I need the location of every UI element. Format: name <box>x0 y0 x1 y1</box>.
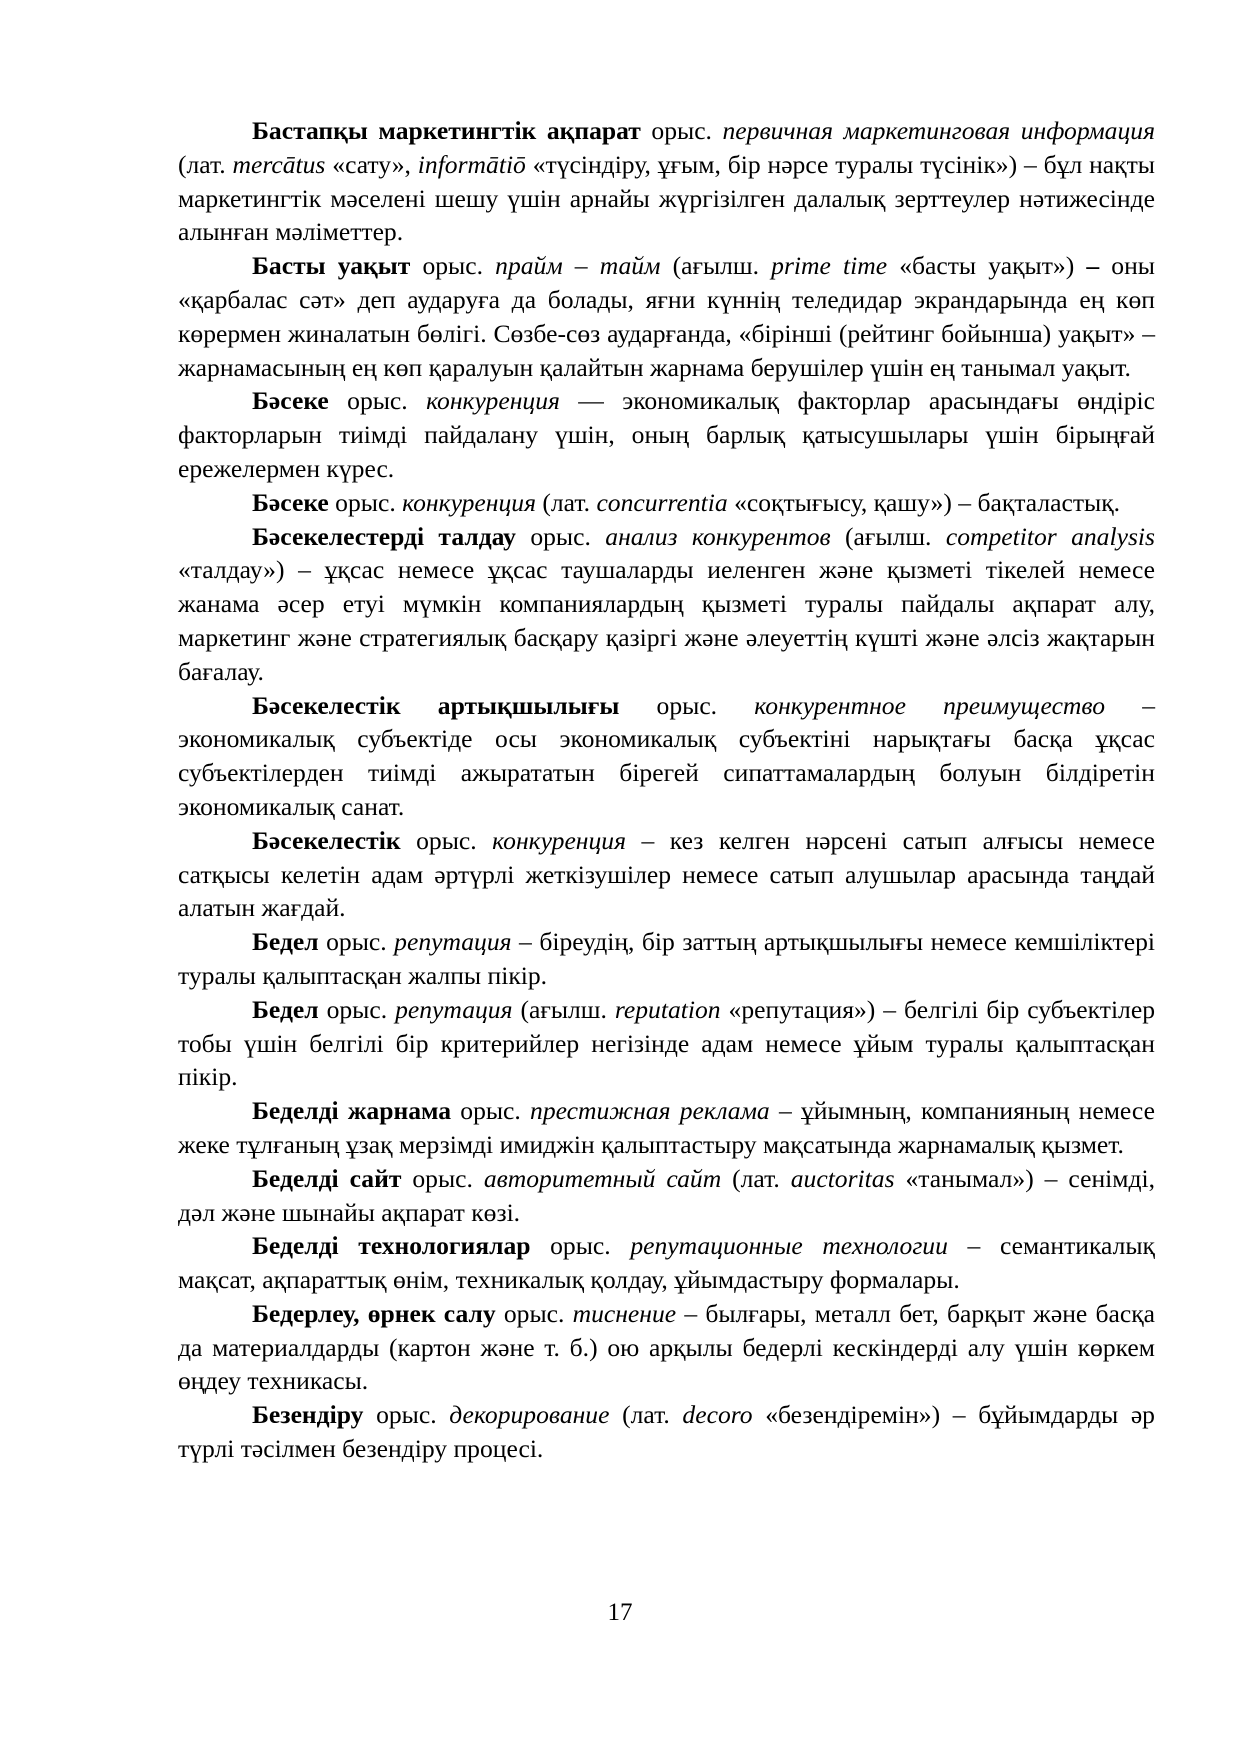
entry-text: орыс. <box>495 1298 573 1328</box>
entry-term: Бәсеке <box>252 487 329 517</box>
entry-translation: конкурентное преимущество <box>754 690 1105 720</box>
entry-text: орыс. <box>328 487 403 517</box>
entry-text: «сату», <box>325 149 418 179</box>
entry-text: орыс. <box>451 1096 531 1126</box>
entry-text: орыс. <box>410 251 496 281</box>
entry-text: (ағылш. <box>512 994 615 1024</box>
entry-term: Бәсекелестік <box>252 825 401 855</box>
entry-translation: concurrentia <box>596 487 728 517</box>
entry-text: орыс. <box>401 1163 484 1193</box>
entry-dash: – <box>1086 251 1100 281</box>
entry-text: орыс. <box>363 1400 450 1430</box>
entry-term: Бәсеке <box>252 386 329 416</box>
entry-text: – семантикалық мақсат, ақпараттық өнім, техникалық қолдау, ұйымдастыру формалары. <box>178 1231 1155 1295</box>
dictionary-entry <box>178 1229 1155 1297</box>
dictionary-entry <box>178 384 1155 485</box>
dictionary-entry <box>178 993 1155 1094</box>
entry-term: Бедел <box>252 994 319 1024</box>
entry-text: – біреудің, бір заттың артықшылығы немесе кемшіліктері туралы қалыптасқан жалпы пікір. <box>178 927 1155 990</box>
entry-term: Беделді сайт <box>252 1163 402 1193</box>
entry-translation: репутация <box>395 994 513 1024</box>
entry-text: орыс. <box>515 521 606 551</box>
entry-text: орыс. <box>318 927 395 957</box>
entry-text: «танымал») – сенімді, дәл және шынайы ақпарат көзі. <box>178 1163 1155 1227</box>
entry-text: «түсіндіру, ұғым, бір нәрсе туралы түсінік») – бұл нақты маркетингтік мәселені шешу үшін арнайы жүргізілген далалық зерттеулер нәтижесінде алынған мәліметтер. <box>178 149 1155 247</box>
dictionary-entry <box>178 1398 1155 1466</box>
dictionary-entry <box>178 824 1155 925</box>
entry-text: (ағылш. <box>830 521 946 551</box>
entry-translation: декорирование <box>449 1400 610 1430</box>
entry-text: орыс. <box>328 386 427 416</box>
entry-term: Бәсекелестерді талдау <box>252 521 516 551</box>
dictionary-entry <box>178 1094 1155 1162</box>
entry-translation: конкуренция <box>402 487 536 517</box>
entry-text: «басты уақыт») <box>887 251 1087 281</box>
entry-translation: тиснение <box>572 1298 677 1328</box>
entry-translation: informātiō <box>417 149 526 179</box>
entry-text: «репутация») – белгілі бір субъектілер тобы үшін белгілі бір критерийлер негізінде адам немесе ұйым туралы қалыптасқан пікір. <box>178 994 1155 1092</box>
entry-text: орыс. <box>530 1231 631 1261</box>
entry-text: орыс. <box>640 116 723 145</box>
entry-term: Беделді технологиялар <box>252 1231 531 1261</box>
entry-translation: прайм – тайм <box>495 251 661 281</box>
entry-translation: auctoritas <box>790 1163 895 1193</box>
entry-text: — экономикалық факторлар арасындағы өндіріс факторларын тиімді пайдалану үшін, оның барлық қатысушылары үшін бірыңғай ережелермен күрес. <box>178 386 1155 483</box>
entry-translation: конкуренция <box>426 386 560 416</box>
entry-translation: mercātus <box>232 149 326 179</box>
entry-term: Беделді жарнама <box>252 1096 452 1126</box>
entry-text: – экономикалық субъектіде осы экономикалық субъектіні нарықтағы басқа ұқсас субъектілерден тиімді ажырататын бірегей сипаттамалардың болуын білдіретін экономикалық санат. <box>178 690 1155 821</box>
entry-text: «талдау») – ұқсас немесе ұқсас таушаларды иеленген және қызметі тікелей немесе жанама әсер етуі мүмкін компаниялардың қызметі туралы пайдалы ақпарат алу, маркетинг және стратегиялық басқару қазіргі және әлеуеттің күшті және әлсіз жақтарын бағалау. <box>178 555 1155 686</box>
dictionary-entry <box>178 520 1155 689</box>
entry-term: Бедел <box>252 927 319 957</box>
document-page <box>178 114 1155 1466</box>
entry-text: (ағылш. <box>660 251 772 281</box>
entry-text: орыс. <box>619 690 755 720</box>
entry-translation: reputation <box>614 994 721 1024</box>
entry-translation: репутационные технологии <box>630 1231 948 1261</box>
entry-text: (лат. <box>535 487 597 517</box>
entry-text: «безендіремін») – бұйымдарды әр түрлі тәсілмен безендіру процесі. <box>178 1400 1155 1464</box>
entry-translation: престижная реклама <box>530 1096 770 1126</box>
entry-term: Басты уақыт <box>252 251 411 281</box>
entry-term: Бастапқы маркетингтік ақпарат <box>252 116 641 145</box>
entry-text: «соқтығысу, қашу») – бақталастық. <box>727 487 1121 517</box>
entry-translation: авторитетный сайт <box>483 1163 722 1193</box>
entry-text: (лат. <box>721 1163 791 1193</box>
entry-term: Бедерлеу, өрнек салу <box>252 1298 496 1328</box>
dictionary-entry <box>178 1297 1155 1398</box>
entry-text: – былғары, металл бет, барқыт және басқа да материалдарды (картон және т. б.) ою арқылы бедерлі кескіндерді алу үшін көркем өңдеу техникасы. <box>178 1298 1155 1396</box>
entry-text: орыс. <box>400 825 493 855</box>
entry-translation: конкуренция <box>492 825 626 855</box>
dictionary-entry <box>178 114 1155 249</box>
entry-translation: decoro <box>682 1400 753 1430</box>
page-number: 17 <box>607 1599 633 1626</box>
dictionary-entry <box>178 486 1155 520</box>
entry-text: оны «қарбалас сәт» деп аударуға да болады, яғни күннің теледидар экрандарында ең көп көрермен жиналатын бөлігі. Сөзбе-сөз аударғанда, «бірінші (рейтинг бойынша) уақыт» – жарнамасының ең көп қаралуын қалайтын жарнама берушілер үшін ең танымал уақыт. <box>178 251 1155 382</box>
dictionary-entry <box>178 925 1155 993</box>
dictionary-entry <box>178 249 1155 384</box>
entry-translation: репутация <box>394 927 512 957</box>
entry-text: орыс. <box>318 994 396 1024</box>
entry-translation: prime time <box>771 251 888 281</box>
entry-text: – ұйымның, компанияның немесе жеке тұлғаның ұзақ мерзімді имиджін қалыптастыру мақсатында жарнамалық қызмет. <box>178 1096 1155 1159</box>
entry-text: (лат. <box>609 1400 683 1430</box>
dictionary-entry <box>178 689 1155 824</box>
entry-translation: анализ конкурентов <box>605 521 831 551</box>
dictionary-entry <box>178 1162 1155 1230</box>
entry-translation: competitor analysis <box>945 521 1155 551</box>
entry-text: – кез келген нәрсені сатып алғысы немесе сатқысы келетін адам әртүрлі жеткізушілер немесе сатып алушылар арасында таңдай алатын жағдай. <box>178 825 1155 923</box>
entry-term: Бәсекелестік артықшылығы <box>252 690 620 720</box>
entry-term: Безендіру <box>252 1400 364 1430</box>
entry-text: (лат. <box>178 149 233 179</box>
entry-translation: первичная маркетинговая информация <box>722 116 1155 145</box>
